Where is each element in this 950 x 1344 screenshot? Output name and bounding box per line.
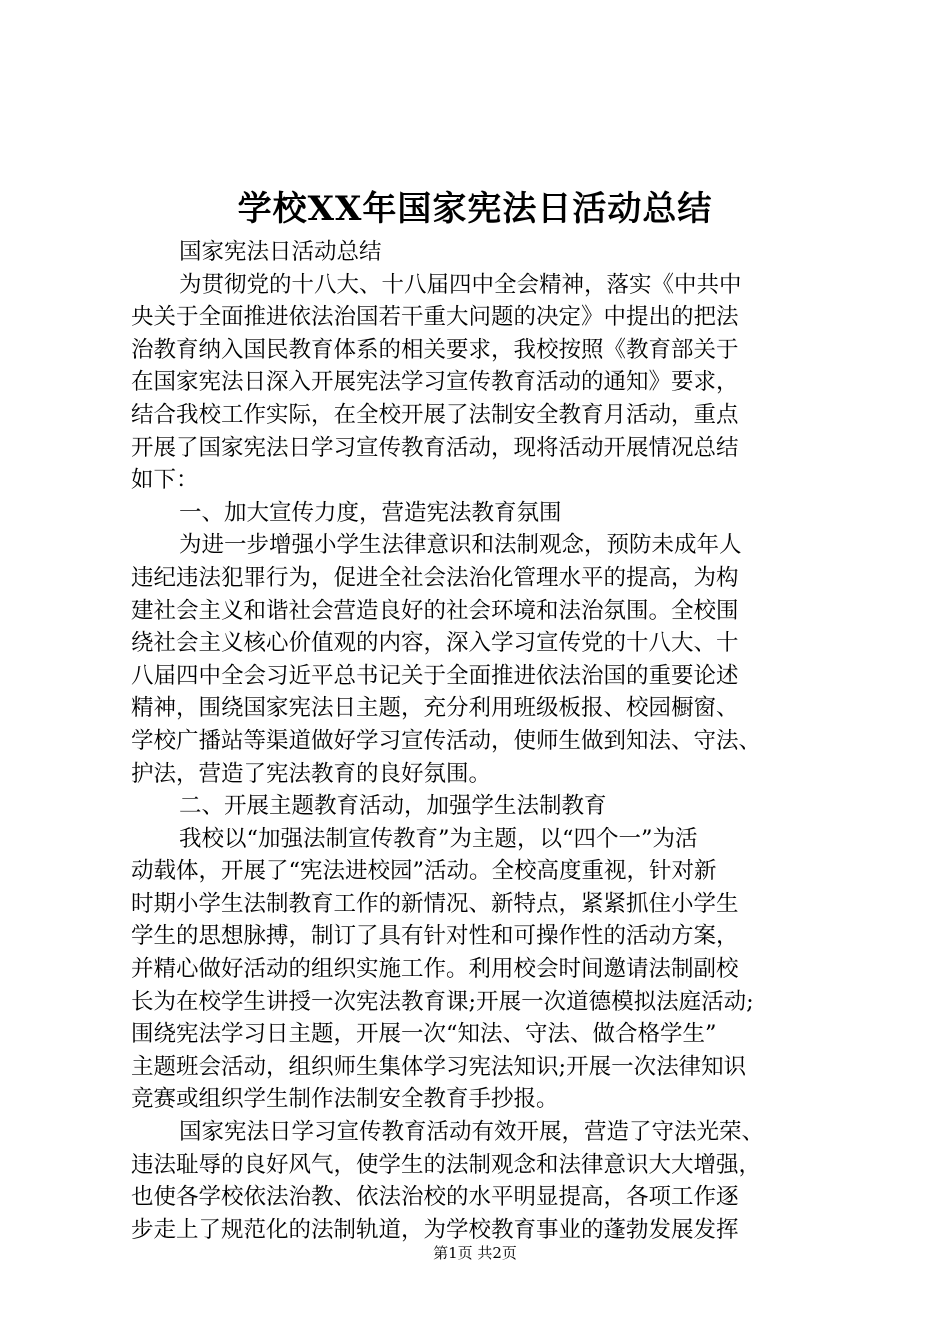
text-line: 学生的思想脉搏，制订了具有针对性和可操作性的活动方案， (131, 923, 739, 950)
text-line: 八届四中全会习近平总书记关于全面推进依法治国的重要论述 (131, 662, 739, 689)
text-line: 一、加大宣传力度，营造宪法教育氛围 (179, 499, 562, 526)
text-line: 违法耻辱的良好风气，使学生的法制观念和法律意识大大增强， (131, 1151, 762, 1178)
text-line: 护法，营造了宪法教育的良好氛围。 (131, 760, 492, 787)
text-line: 国家宪法日学习宣传教育活动有效开展，营造了守法光荣、 (179, 1119, 765, 1146)
text-line: 竞赛或组织学生制作法制安全教育手抄报。 (131, 1086, 559, 1113)
text-line: 在国家宪法日深入开展宪法学习宣传教育活动的通知》要求， (131, 369, 739, 396)
text-line: 建社会主义和谐社会营造良好的社会环境和法治氛围。全校围 (131, 597, 739, 624)
text-line: 为贯彻党的十八大、十八届四中全会精神，落实《中共中 (179, 271, 742, 298)
text-line: 围绕宪法学习日主题，开展一次“知法、守法、做合格学生” (131, 1021, 717, 1048)
text-line: 也使各学校依法治教、依法治校的水平明显提高，各项工作逐 (131, 1184, 739, 1211)
page-footer: 第1页 共2页 (433, 1244, 517, 1262)
text-line: 并精心做好活动的组织实施工作。利用校会时间邀请法制副校 (131, 956, 739, 983)
text-line: 主题班会活动，组织师生集体学习宪法知识;开展一次法律知识 (131, 1053, 747, 1080)
text-line: 时期小学生法制教育工作的新情况、新特点，紧紧抓住小学生 (131, 890, 739, 917)
text-line: 长为在校学生讲授一次宪法教育课;开展一次道德模拟法庭活动; (131, 988, 754, 1015)
text-line: 我校以“加强法制宣传教育”为主题，以“四个一”为活 (179, 825, 698, 852)
text-line: 如下： (131, 467, 199, 494)
text-line: 结合我校工作实际，在全校开展了法制安全教育月活动，重点 (131, 401, 739, 428)
text-line: 精神，围绕国家宪法日主题，充分利用班级板报、校园橱窗、 (131, 695, 739, 722)
text-line: 国家宪法日活动总结 (179, 239, 382, 265)
text-line: 动载体，开展了“宪法进校园”活动。全校高度重视，针对新 (131, 858, 717, 885)
text-line: 绕社会主义核心价值观的内容，深入学习宣传党的十八大、十 (131, 630, 739, 657)
text-line: 开展了国家宪法日学习宣传教育活动，现将活动开展情况总结 (131, 434, 739, 461)
text-line: 学校广播站等渠道做好学习宣传活动，使师生做到知法、守法、 (131, 727, 762, 754)
document-title: 学校XX年国家宪法日活动总结 (237, 189, 713, 229)
text-line: 治教育纳入国民教育体系的相关要求，我校按照《教育部关于 (131, 336, 739, 363)
text-line: 步走上了规范化的法制轨道，为学校教育事业的蓬勃发展发挥 (131, 1216, 739, 1243)
document-body (131, 236, 831, 1246)
text-line: 二、开展主题教育活动，加强学生法制教育 (179, 793, 607, 820)
text-line: 为进一步增强小学生法律意识和法制观念，预防未成年人 (179, 532, 742, 559)
text-line: 违纪违法犯罪行为，促进全社会法治化管理水平的提高，为构 (131, 564, 739, 591)
text-line: 央关于全面推进依法治国若干重大问题的决定》中提出的把法 (131, 304, 739, 331)
